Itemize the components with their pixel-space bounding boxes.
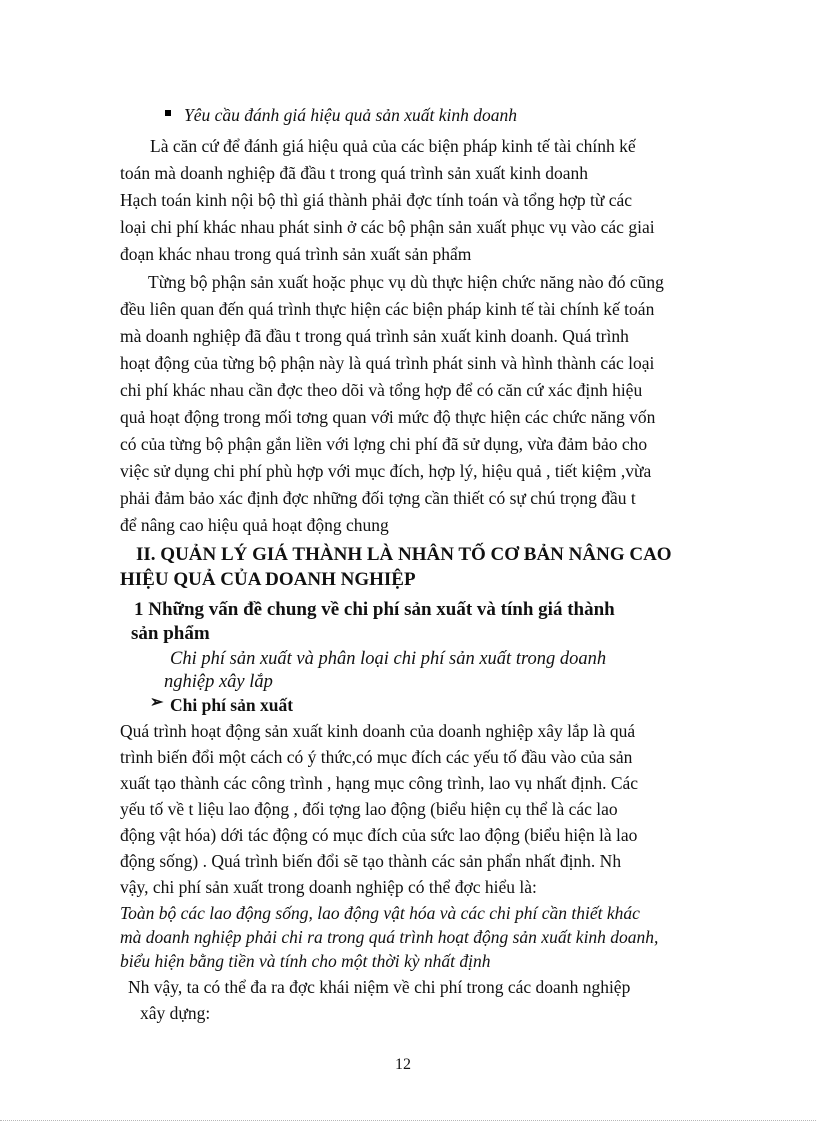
para3-line: yếu tố về t liệu lao động , đối tợng lao động (biểu hiện cụ thể là các lao — [120, 799, 618, 819]
criteria-heading: Yêu cầu đánh giá hiệu quả sản xuất kinh doanh — [184, 105, 517, 125]
page-bottom-divider — [0, 1120, 816, 1121]
para3-line: xuất tạo thành các công trình , hạng mục công trình, lao vụ nhất định. Các — [120, 773, 639, 793]
para1-line: đoạn khác nhau trong quá trình sản xuất sản phẩm — [120, 244, 472, 264]
arrow-heading: Chi phí sản xuất — [170, 695, 294, 715]
definition-line: mà doanh nghiệp phải chi ra trong quá trình hoạt động sản xuất kinh doanh, — [120, 927, 659, 947]
para2-line: quả hoạt động trong mối tơng quan với mức độ thực hiện các chức năng vốn — [120, 407, 656, 427]
section2-heading: II. QUẢN LÝ GIÁ THÀNH LÀ NHÂN TỐ CƠ BẢN NÂNG CAO — [136, 544, 672, 565]
arrow-bullet-icon: ➢ — [150, 694, 164, 711]
page-number: 12 — [395, 1056, 411, 1073]
para2-line: để nâng cao hiệu quả hoạt động chung — [120, 515, 389, 535]
definition-line: biểu hiện bằng tiền và tính cho một thời kỳ nhất định — [120, 951, 491, 971]
para3-line: Quá trình hoạt động sản xuất kinh doanh của doanh nghiệp xây lắp là quá — [120, 721, 636, 741]
para2-line: phải đảm bảo xác định đợc những đối tợng cần thiết có sự chú trọng đầu t — [120, 488, 636, 508]
para2-line: hoạt động của từng bộ phận này là quá trình phát sinh và hình thành các loại — [120, 353, 655, 373]
para1-line: Hạch toán kinh nội bộ thì giá thành phải đợc tính toán và tổng hợp từ các — [120, 190, 633, 210]
para3-line: động sống) . Quá trình biến đổi sẽ tạo thành các sản phẩn nhất định. Nh — [120, 851, 622, 871]
para4-line: Nh vậy, ta có thể đa ra đợc khái niệm về chi phí trong các doanh nghiệp — [128, 977, 631, 997]
para2-line: việc sử dụng chi phí phù hợp với mục đích, hợp lý, hiệu quả , tiết kiệm ,vừa — [120, 461, 652, 481]
subsection1-heading: 1 Những vấn đề chung về chi phí sản xuất và tính giá thành — [134, 599, 615, 620]
para1-line: toán mà doanh nghiệp đã đầu t trong quá trình sản xuất kinh doanh — [120, 163, 589, 183]
para2-line: chi phí khác nhau cần đợc theo dõi và tổng hợp để có căn cứ xác định hiệu — [120, 380, 643, 400]
sub-italic-heading: Chi phí sản xuất và phân loại chi phí sản xuất trong doanh — [170, 649, 607, 669]
para2-line: đều liên quan đến quá trình thực hiện các biện pháp kinh tế tài chính kế toán — [120, 299, 655, 319]
para3-line: vậy, chi phí sản xuất trong doanh nghiệp có thể đợc hiểu là: — [120, 877, 537, 897]
definition-line: Toàn bộ các lao động sống, lao động vật hóa và các chi phí cần thiết khác — [120, 903, 640, 923]
square-bullet-icon — [165, 110, 171, 116]
para3-line: động vật hóa) dới tác động có mục đích của sức lao động (biểu hiện là lao — [120, 825, 638, 845]
sub-italic-heading: nghiệp xây lắp — [164, 672, 273, 692]
section2-heading: HIỆU QUẢ CỦA DOANH NGHIỆP — [120, 569, 416, 590]
para2-line: mà doanh nghiệp đã đầu t trong quá trình sản xuất kinh doanh. Quá trình — [120, 326, 629, 346]
para3-line: trình biến đổi một cách có ý thức,có mục đích các yếu tố đầu vào của sản — [120, 747, 633, 767]
para2-line: Từng bộ phận sản xuất hoặc phục vụ dù thực hiện chức năng nào đó cũng — [148, 272, 664, 292]
subsection1-heading: sản phẩm — [131, 623, 210, 644]
para2-line: có của từng bộ phận gắn liền với lợng chi phí đã sử dụng, vừa đảm bảo cho — [120, 434, 648, 454]
para1-line: Là căn cứ để đánh giá hiệu quả của các biện pháp kinh tế tài chính kế — [150, 136, 636, 156]
para4-line: xây dựng: — [140, 1003, 211, 1023]
para1-line: loại chi phí khác nhau phát sinh ở các bộ phận sản xuất phục vụ vào các giai — [120, 217, 655, 237]
